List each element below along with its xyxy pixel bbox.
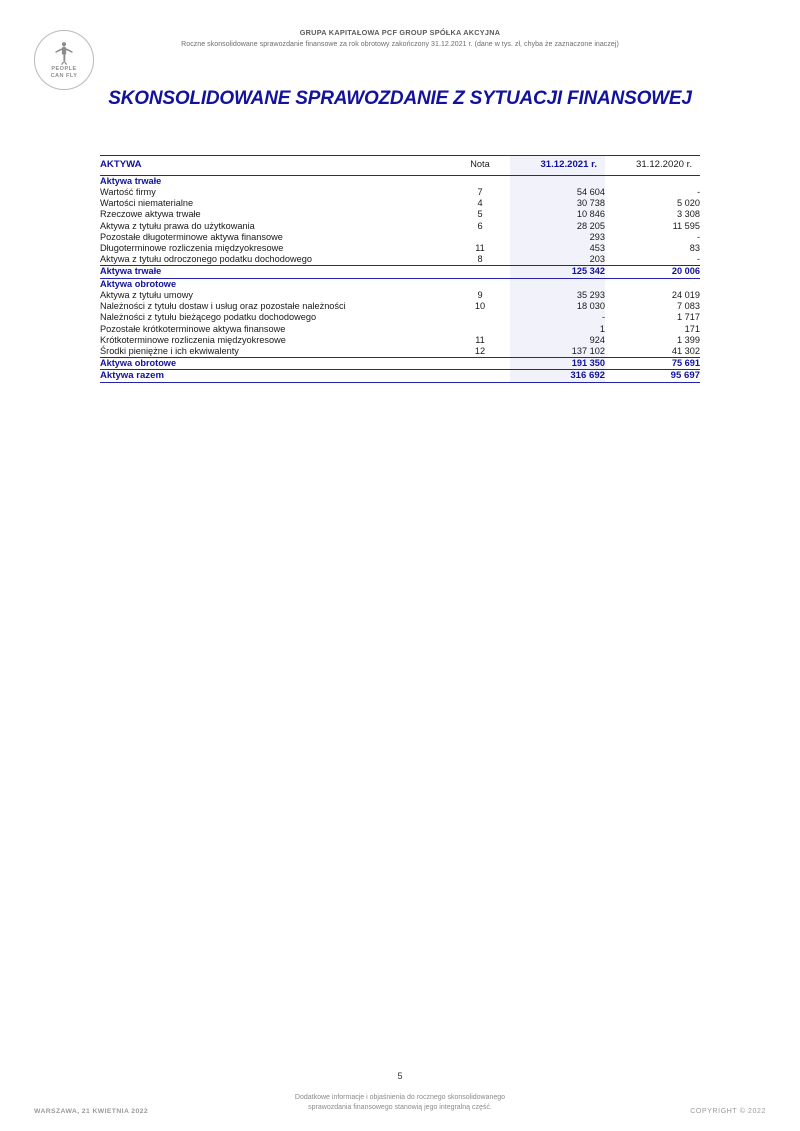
row-year1	[510, 175, 605, 187]
row-year2: 41 302	[671, 345, 700, 356]
logo-text-line1: PEOPLE	[51, 65, 77, 72]
row-year1: 316 692	[510, 370, 605, 383]
row-nota: 8	[477, 254, 483, 265]
row-nota: 11	[475, 243, 485, 254]
row-year1: 18 030	[510, 301, 605, 312]
row-year1: 28 205	[510, 221, 605, 232]
page-header	[0, 22, 800, 82]
column-header-nota: Nota	[450, 156, 510, 176]
row-year2: -	[696, 231, 700, 242]
row-year1: 203	[510, 254, 605, 266]
row-nota: 10	[474, 301, 486, 312]
row-year1: 924	[510, 335, 605, 346]
row-year1: -	[510, 312, 605, 323]
row-label: Aktywa trwałe	[100, 266, 450, 278]
row-year2	[605, 278, 700, 290]
table-row	[100, 312, 700, 323]
flying-person-icon	[53, 41, 75, 65]
row-year2: 1 399	[677, 334, 700, 345]
column-header-year2: 31.12.2020 r.	[605, 156, 700, 176]
row-year2: 7 083	[677, 301, 700, 312]
row-label: Aktywa z tytułu umowy	[100, 289, 193, 300]
column-header-label: AKTYWA	[100, 156, 450, 176]
row-year2: 171	[684, 323, 700, 334]
table-row	[100, 198, 700, 209]
row-year2: 5 020	[677, 198, 700, 209]
row-year1: 30 738	[510, 198, 605, 209]
table-row	[100, 346, 700, 358]
row-label: Długoterminowe rozliczenia międzyokresowe	[100, 243, 284, 254]
row-year2: -	[696, 186, 700, 197]
table-row	[100, 243, 700, 254]
row-year2: 1 717	[677, 312, 700, 323]
row-label: Aktywa obrotowe	[100, 278, 177, 289]
table-row-grand-total	[100, 370, 700, 383]
assets-table	[100, 155, 700, 383]
table-row	[100, 324, 700, 335]
row-label: Krótkoterminowe rozliczenia międzyokresowe	[100, 334, 286, 345]
row-nota: 6	[477, 220, 483, 231]
row-nota: 11	[475, 334, 485, 345]
row-label: Aktywa trwałe	[100, 175, 162, 186]
row-year2: 11 595	[672, 220, 700, 231]
footer-note-line2: sprawozdania finansowego stanowią jego integralną część.	[308, 1104, 492, 1112]
row-year1: 191 350	[510, 358, 605, 370]
row-label: Aktywa obrotowe	[100, 358, 450, 370]
table-header-row	[100, 156, 700, 176]
table-row-total	[100, 266, 700, 278]
table-row	[100, 232, 700, 243]
company-logo	[34, 30, 94, 90]
table-row	[100, 290, 700, 301]
row-nota	[450, 358, 510, 370]
table-row	[100, 221, 700, 232]
header-company-name: GRUPA KAPITAŁOWA PCF GROUP SPÓŁKA AKCYJNA	[299, 28, 501, 37]
table-row	[100, 301, 700, 312]
row-year1: 35 293	[510, 290, 605, 301]
row-label: Należności z tytułu bieżącego podatku dochodowego	[100, 312, 317, 323]
row-label: Środki pieniężne i ich ekwiwalenty	[100, 345, 239, 356]
row-year1: 125 342	[510, 266, 605, 278]
row-year1: 10 846	[510, 209, 605, 220]
footer-note-line1: Dodatkowe informacje i objaśnienia do rocznego skonsolidowanego	[294, 1094, 506, 1101]
footer-note	[220, 1093, 580, 1113]
page-number: 5	[397, 1071, 403, 1081]
table-row	[100, 335, 700, 346]
row-label: Pozostałe krótkoterminowe aktywa finansowe	[100, 323, 286, 334]
row-label: Rzeczowe aktywa trwałe	[100, 209, 201, 220]
row-year1: 453	[510, 243, 605, 254]
row-year2: -	[696, 254, 700, 265]
row-nota	[450, 232, 510, 243]
column-header-year1: 31.12.2021 r.	[510, 156, 605, 176]
header-subtitle: Roczne skonsolidowane sprawozdanie finansowe za rok obrotowy zakończony 31.12.2021 r. (dane w tys. zł, chyba że zaznaczone inaczej)	[181, 41, 619, 48]
table-row-total	[100, 358, 700, 370]
row-year1: 54 604	[510, 187, 605, 198]
row-label: Wartość firmy	[100, 186, 156, 197]
row-nota: 12	[474, 345, 486, 356]
page-footer	[0, 1090, 800, 1130]
footer-place-date: WARSZAWA, 21 KWIETNIA 2022	[34, 1108, 149, 1115]
row-year1: 137 102	[510, 346, 605, 358]
row-nota: 9	[477, 289, 483, 300]
row-year2: 95 697	[605, 370, 700, 383]
row-year2: 75 691	[605, 358, 700, 370]
row-label: Wartości niematerialne	[100, 198, 194, 209]
logo-text-line2: CAN FLY	[50, 72, 78, 79]
row-nota	[450, 266, 510, 278]
table-row	[100, 209, 700, 220]
row-label: Aktywa z tytułu odroczonego podatku dochodowego	[100, 254, 312, 265]
row-nota	[450, 278, 510, 290]
footer-copyright: COPYRIGHT © 2022	[690, 1108, 766, 1115]
row-nota: 5	[477, 209, 483, 220]
row-nota	[450, 370, 510, 383]
row-year2	[605, 175, 700, 187]
table-row	[100, 187, 700, 198]
row-nota	[450, 324, 510, 335]
row-nota	[450, 312, 510, 323]
row-year2: 24 019	[671, 289, 700, 300]
row-year1: 293	[510, 232, 605, 243]
row-nota	[450, 175, 510, 187]
header-titles	[140, 28, 660, 48]
table-row	[100, 254, 700, 266]
row-year1	[510, 278, 605, 290]
row-label: Aktywa razem	[100, 370, 450, 383]
row-nota: 4	[477, 198, 483, 209]
row-year2: 83	[689, 243, 700, 254]
financial-table-wrapper	[100, 155, 700, 383]
row-year2: 3 308	[677, 209, 700, 220]
page-title: SKONSOLIDOWANE SPRAWOZDANIE Z SYTUACJI FINANSOWEJ	[108, 88, 692, 109]
table-row	[100, 278, 700, 290]
row-label: Aktywa z tytułu prawa do użytkowania	[100, 220, 255, 231]
row-label: Pozostałe długoterminowe aktywa finansowe	[100, 231, 283, 242]
table-row	[100, 175, 700, 187]
row-nota: 7	[477, 186, 483, 197]
row-label: Należności z tytułu dostaw i usług oraz pozostałe należności	[100, 301, 346, 312]
row-year1: 1	[510, 324, 605, 335]
row-year2: 20 006	[605, 266, 700, 278]
